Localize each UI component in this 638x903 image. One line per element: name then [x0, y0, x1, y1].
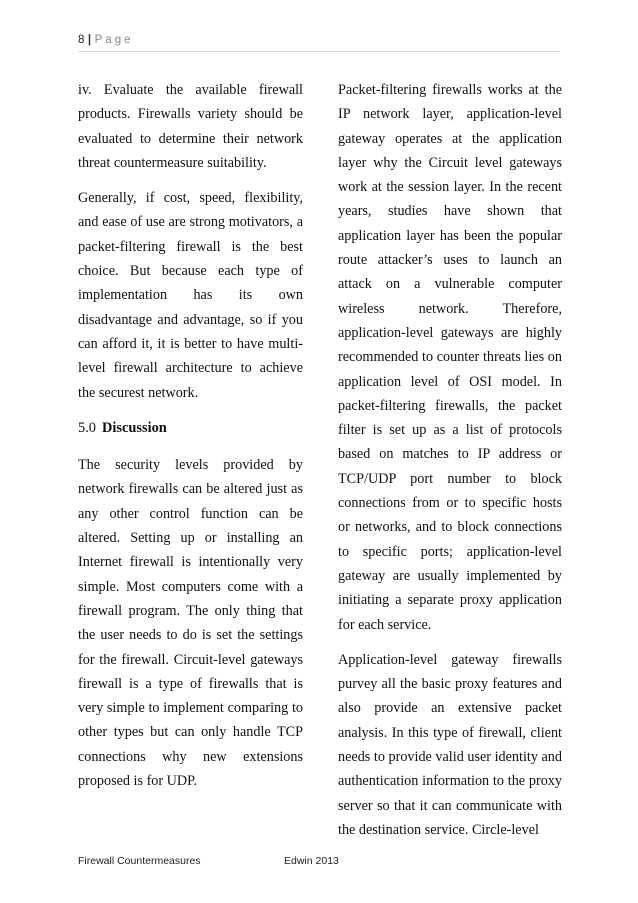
page-number: 8 — [78, 34, 85, 46]
header-separator: | — [87, 34, 92, 46]
paragraph-application-level-gateway: Application-level gateway firewalls purvey all the basic proxy features and also provide an extensive packet analysis. In this type of firewall, client needs to provide valid user identity and authentication information to the proxy server so that it can communicate with the destination service. Circle-level — [338, 651, 562, 838]
paragraph-evaluate-products: iv. Evaluate the available firewall products. Firewalls variety should be evaluated to determine their network threat countermeasure suitability. — [78, 82, 303, 171]
footer-author: Edwin 2013 — [284, 855, 339, 867]
page-label: Page — [94, 34, 134, 46]
page-header — [78, 34, 560, 52]
section-title: Discussion — [102, 419, 167, 436]
footer-title: Firewall Countermeasures — [78, 855, 201, 867]
right-column — [338, 78, 562, 853]
paragraph-security-levels: The security levels provided by network firewalls can be altered just as any other control function can be altered. Setting up or installing an Internet firewall is intentionally very simple. Most computers come with a firewall program. The only thing that the user needs to do is set the settings for the firewall. Circuit-level gateways firewall is a type of firewalls that is very simple to implement comparing to other types but can only handle TCP connections why new extensions proposed is for UDP. — [78, 457, 303, 790]
paragraph-firewall-layers: Packet-filtering firewalls works at the IP network layer, application-level gateway operates at the application layer why the Circuit level gateways work at the session layer. In the recent years, studies have shown that application layer has been the popular route attacker’s uses to launch an attack on a vulnerable computer wireless network. Therefore, application-level gateways are highly recommended to counter threats lies on application level of OSI model. In packet-filtering firewalls, the packet filter is set up as a list of protocols based on matches to IP address or TCP/UDP port number to block connections from or to specific hosts or networks, and to block connections to specific ports; application-level gateway are usually implemented by initiating a separate proxy application for each service. — [338, 82, 562, 633]
paragraph-packet-filtering-choice: Generally, if cost, speed, flexibility, and ease of use are strong motivators, a packet-filtering firewall is the best choice. But because each type of implementation has its own disadvantage and advantage, so if you can afford it, it is better to have multi-level firewall architecture to achieve the securest network. — [78, 190, 303, 401]
section-number: 5.0 — [78, 419, 96, 436]
left-column — [78, 78, 303, 804]
section-heading — [78, 416, 303, 440]
